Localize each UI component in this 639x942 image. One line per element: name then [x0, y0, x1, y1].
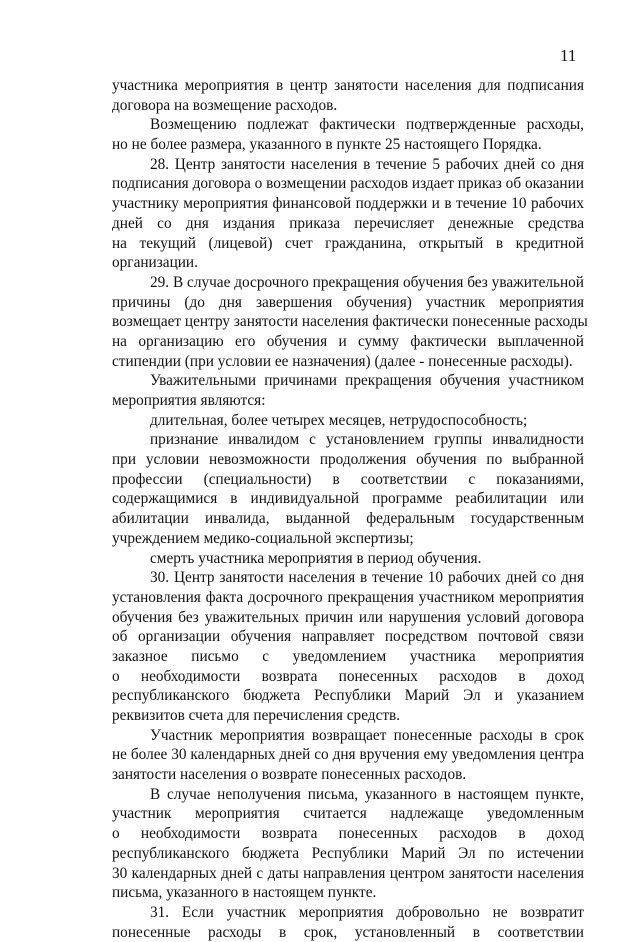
text-line: при условии невозможности продолжения обучения по выбранной — [112, 451, 584, 469]
text-line: 28. Центр занятости населения в течение 5 рабочих дней со дня — [150, 155, 584, 173]
text-line: заказное письмо с уведомлением участника мероприятия — [112, 647, 584, 665]
text-line: 29. В случае досрочного прекращения обучения без уважительной — [150, 273, 584, 291]
document-body — [112, 76, 588, 942]
text-line: возмещает центру занятости населения фактически понесенные расходы — [112, 313, 588, 331]
text-line: организации. — [112, 254, 198, 272]
text-line: В случае неполучения письма, указанного в настоящем пункте, — [150, 785, 584, 803]
text-line: не более 30 календарных дней со дня вручения ему уведомления центра — [112, 746, 584, 764]
text-line: профессии (специальности) в соответствии с показаниями, — [112, 470, 584, 488]
text-line: признание инвалидом с установлением группы инвалидности — [150, 431, 584, 449]
text-line: установления факта досрочного прекращения участником мероприятия — [112, 588, 584, 606]
text-line: длительная, более четырех месяцев, нетрудоспособность; — [150, 411, 528, 429]
text-line: на текущий (лицевой) счет гражданина, открытый в кредитной — [112, 234, 584, 252]
text-line: содержащимися в индивидуальной программе реабилитации или — [112, 490, 584, 508]
text-line: Возмещению подлежат фактически подтвержденные расходы, — [150, 116, 584, 134]
text-line: письма, указанного в настоящем пункте. — [112, 884, 377, 902]
text-line: стипендии (при условии ее назначения) (далее - понесенные расходы). — [112, 352, 573, 370]
text-line: о необходимости возврата понесенных расходов в доход — [112, 667, 584, 685]
text-line: мероприятия являются: — [112, 392, 266, 409]
text-line: причины (до дня завершения обучения) участник мероприятия — [112, 293, 584, 311]
text-line: 30 календарных дней с даты направления центром занятости населения — [112, 864, 584, 882]
text-line: реквизитов счета для перечисления средств. — [112, 707, 401, 724]
page-number: 11 — [560, 46, 577, 65]
text-line: абилитации инвалида, выданной федеральным государственным — [112, 510, 584, 528]
text-line: Уважительными причинами прекращения обучения участником — [150, 372, 584, 390]
text-line: республиканского бюджета Республики Марий Эл и указанием — [112, 687, 584, 705]
text-line: об организации обучения направляет посредством почтовой связи — [112, 628, 584, 646]
text-line: 31. Если участник мероприятия добровольно не возвратит — [150, 903, 584, 921]
text-line: дней со дня издания приказа перечисляет денежные средства — [112, 214, 584, 232]
text-line: Участник мероприятия возвращает понесенные расходы в срок — [150, 726, 584, 744]
text-line: на организацию его обучения и сумму фактически выплаченной — [112, 332, 584, 350]
text-line: занятости населения о возврате понесенных расходов. — [112, 766, 467, 784]
text-line: понесенные расходы в срок, установленный в соответствии — [112, 923, 584, 941]
text-line: подписания договора о возмещении расходов издает приказ об оказании — [112, 175, 584, 193]
text-line: республиканского бюджета Республики Марий Эл по истечении — [112, 844, 584, 862]
text-line: участника мероприятия в центр занятости населения для подписания — [112, 77, 584, 94]
text-line: смерть участника мероприятия в период обучения. — [150, 549, 482, 567]
text-line: участнику мероприятия финансовой поддержки и в течение 10 рабочих — [112, 195, 584, 213]
text-line: но не более размера, указанного в пункте 25 настоящего Порядка. — [112, 136, 542, 154]
text-line: договора на возмещение расходов. — [112, 96, 338, 114]
text-line: обучения без уважительных причин или нарушения условий договора — [112, 608, 584, 626]
text-line: 30. Центр занятости населения в течение 10 рабочих дней со дня — [150, 569, 584, 587]
text-line: участник мероприятия считается надлежаще уведомленным — [112, 805, 584, 823]
text-line: о необходимости возврата понесенных расходов в доход — [112, 825, 584, 843]
text-line: учреждением медико-социальной экспертизы; — [112, 529, 414, 547]
